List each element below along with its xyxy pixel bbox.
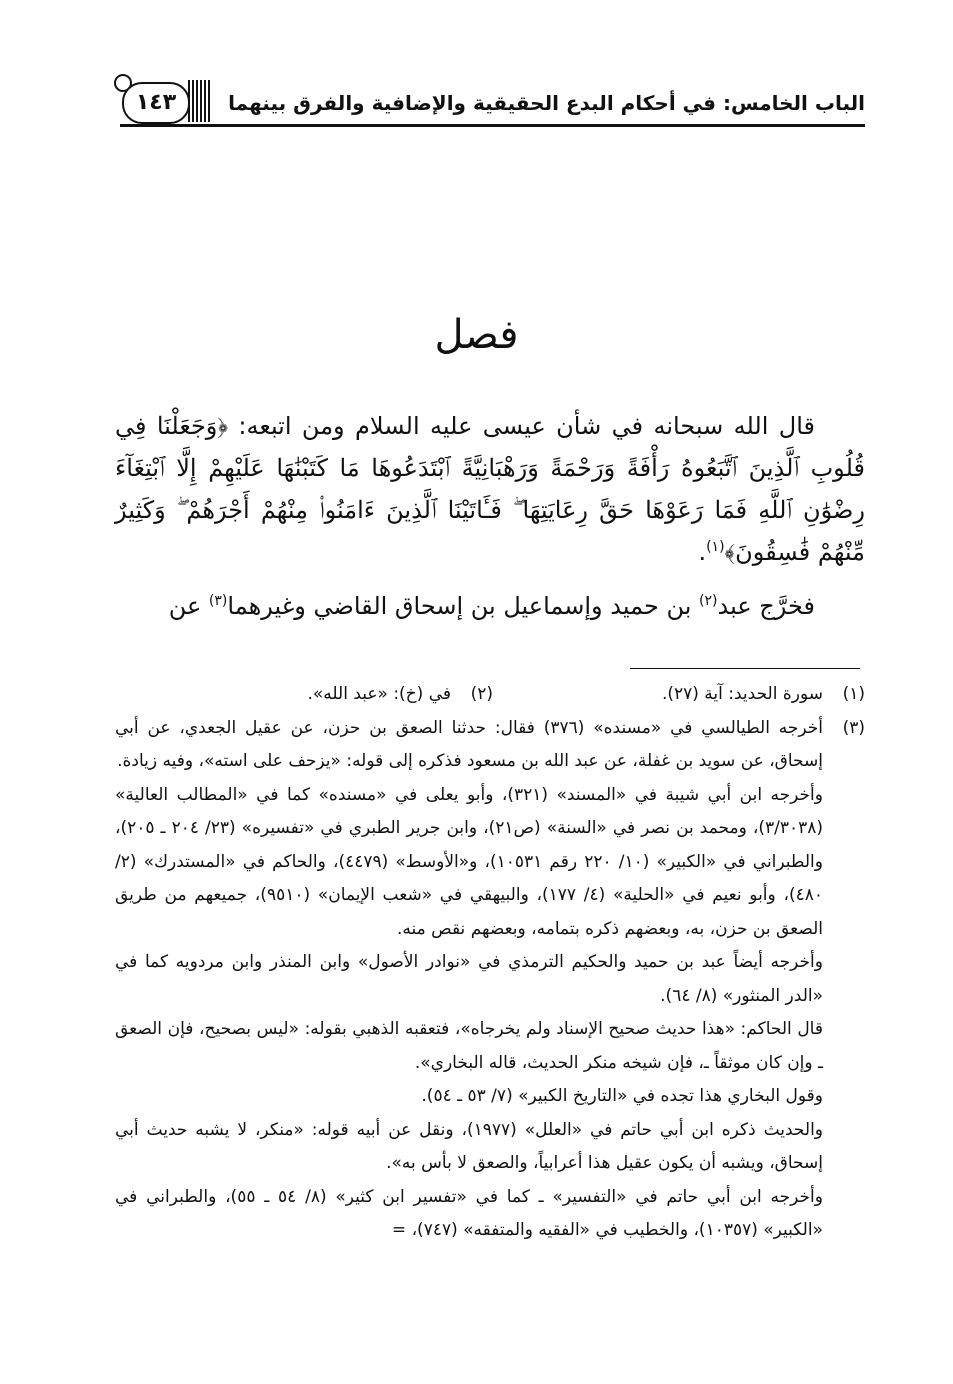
footnote-paragraph: وأخرجه أيضاً عبد بن حميد والحكيم الترمذي في «نوادر الأصول» وابن المنذر وابن مردويه كما في «الدر المنثور» (٨/ ٦٤). [115,952,823,1006]
footnote-text: في (خ): «عبد الله». [307,684,451,704]
footnote-ref-3[interactable]: (٣) [208,593,228,609]
sentence-end: . [698,538,707,566]
footnote-separator [630,668,860,669]
footnote-number: (١) [842,684,865,704]
footnotes [115,678,865,1248]
text-part: عن [168,592,209,620]
footnote-paragraph: قال الحاكم: «هذا حديث صحيح الإسناد ولم يخرجاه»، فتعقبه الذهبي بقوله: «ليس بصحيح، فإن الصعق ـ وإن كان موثقاً ـ، فإن شيخه منكر الحديث، قاله البخاري». [115,1019,823,1073]
text-part: فخرَّج عبد [717,592,815,620]
footnote-ref-1[interactable]: (١) [706,539,725,555]
quran-verse: ﴿وَجَعَلْنَا فِي قُلُوبِ ٱلَّذِينَ ٱتَّبَعُوهُ رَأْفَةً وَرَحْمَةً وَرَهْبَانِيَّةً ٱبْتَدَعُوهَا مَا كَتَبْنَٰهَا عَلَيْهِمْ إِلَّا ٱبْتِغَآءَ رِضْوَٰنِ ٱللَّهِ فَمَا رَعَوْهَا حَقَّ رِعَايَتِهَا ۖ فَـَٔاتَيْنَا ٱلَّذِينَ ءَامَنُوا۟ مِنْهُمْ أَجْرَهُمْ ۖ وَكَثِيرٌ مِّنْهُمْ فَٰسِقُونَ﴾ [115,412,865,566]
footnote-paragraph: وأخرجه ابن أبي حاتم في «التفسير» ـ كما في «تفسير ابن كثير» (٨/ ٥٤ ـ ٥٥)، والطبراني في «الكبير» (١٠٣٥٧)، والخطيب في «الفقيه والمتفقه» (٧٤٧)، = [115,1186,823,1240]
footnote-item [115,712,865,1248]
page-number: ١٤٣ [122,82,190,124]
footnote-paragraph: وأخرجه ابن أبي شيبة في «المسند» (٣٢١)، وأبو يعلى في «مسنده» كما في «المطالب العالية» (٣/٣٠٣٨)، ومحمد بن نصر في «السنة» (ص٢١)، وابن جرير الطبري في «تفسيره» (٢٣/ ٢٠٤ ـ ٢٠٥)، والطبراني في «الكبير» (١٠/ ٢٢٠ رقم ١٠٥٣١)، و«الأوسط» (٤٤٧٩)، والحاكم في «المستدرك» (٢/ ٤٨٠)، وأبو نعيم في «الحلية» (٤/ ١٧٧)، والبيهقي في «شعب الإيمان» (٩٥١٠)، جميعهم من طريق الصعق بن حزن، به، وبعضهم ذكره بتمامه، وبعضهم نقص منه. [115,784,823,939]
footnote-paragraph: والحديث ذكره ابن أبي حاتم في «العلل» (١٩٧٧)، ونقل عن أبيه قوله: «منكر، لا يشبه حديث أبي إسحاق، ويشبه أن يكون عقيل هذا أعرابياً، والصعق لا بأس به». [115,1119,823,1173]
paragraph-quran [115,405,865,573]
footnote-paragraph: أخرجه الطيالسي في «مسنده» (٣٧٦) فقال: حدثنا الصعق بن حزن، عن عقيل الجعدي، عن أبي إسحاق، عن سويد بن غفلة، عن عبد الله بن مسعود فذكره إلى قوله: «يزحف على استه»، وفيه زيادة. [115,717,824,771]
header-rule [120,124,865,127]
footnote-number: (٢) [470,684,493,704]
footnote-ref-2[interactable]: (٢) [699,593,718,609]
footnote-body [115,712,823,1248]
footnote-row [115,678,865,712]
footnote-text: سورة الحديد: آية (٢٧). [661,684,823,704]
main-text [115,405,865,627]
text-part: بن حميد وإسماعيل بن إسحاق القاضي وغيرهما [227,592,700,620]
running-title: الباب الخامس: في أحكام البدع الحقيقية والإضافية والفرق بينهما [228,91,865,115]
intro-text: قال الله سبحانه في شأن عيسى عليه السلام ومن اتبعه: [228,412,815,440]
paragraph-takhrij [115,585,865,627]
footnote-paragraph: وقول البخاري هذا تجده في «التاريخ الكبير» (٧/ ٥٣ ـ ٥٤). [421,1086,823,1106]
section-title: فصل [434,312,519,358]
footnote-number: (٣) [842,717,865,738]
